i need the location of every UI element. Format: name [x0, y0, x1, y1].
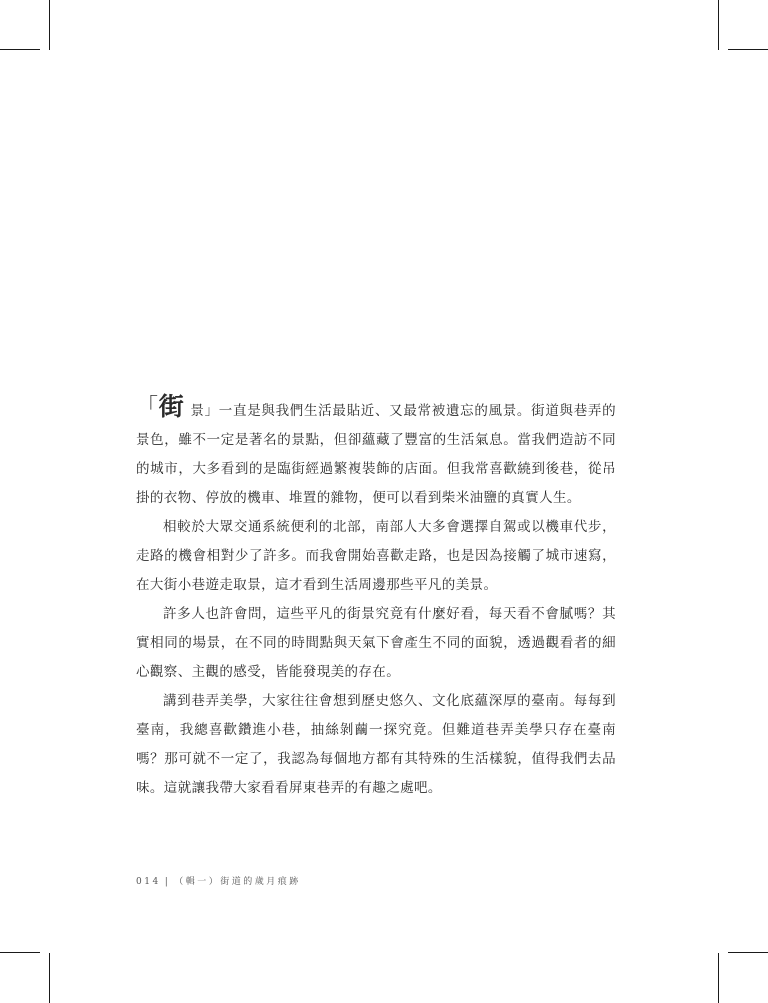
crop-mark-top-right-vertical — [718, 0, 719, 50]
crop-mark-top-left-horizontal — [0, 49, 40, 50]
crop-mark-top-left-vertical — [49, 0, 50, 50]
chapter-title: （輯一）街道的歲月痕跡 — [174, 877, 301, 887]
paragraph-2: 相較於大眾交通系統便利的北部，南部人大多會選擇自駕或以機車代步，走路的機會相對少了許多。而我會開始喜歡走路，也是因為接觸了城市速寫，在大街小巷遊走取景，這才看到生活周邊那些平凡的美景。 — [136, 519, 616, 593]
crop-mark-bottom-left-horizontal — [0, 952, 40, 953]
paragraph-4: 講到巷弄美學，大家往往會想到歷史悠久、文化底蘊深厚的臺南。每每到臺南，我總喜歡鑽進小巷，抽絲剝繭一探究竟。但難道巷弄美學只存在臺南嗎？那可就不一定了，我認為每個地方都有其特殊的生活樣貌，值得我們去品味。這就讓我帶大家看看屏東巷弄的有趣之處吧。 — [136, 693, 616, 796]
article-body — [136, 392, 616, 803]
crop-mark-bottom-right-vertical — [718, 953, 719, 1003]
paragraph-1-text: 景」一直是與我們生活最貼近、又最常被遺忘的風景。街道與巷弄的景色，雖不一定是著名的景點，但卻蘊藏了豐富的生活氣息。當我們造訪不同的城市，大多看到的是臨街經過繁複裝飾的店面。但我常喜歡繞到後巷，從吊掛的衣物、停放的機車、堆置的雜物，便可以看到柴米油鹽的真實人生。 — [136, 403, 616, 506]
dropcap-character: 街 — [158, 392, 185, 421]
crop-mark-bottom-right-horizontal — [728, 952, 768, 953]
crop-mark-top-right-horizontal — [728, 49, 768, 50]
paragraph-1 — [136, 392, 616, 513]
crop-mark-bottom-left-vertical — [49, 953, 50, 1003]
footer-separator: | — [164, 877, 171, 887]
page-number: 014 — [136, 877, 161, 887]
page-footer — [136, 874, 301, 887]
paragraph-3: 許多人也許會問，這些平凡的街景究竟有什麼好看，每天看不會膩嗎？其實相同的場景，在不同的時間點與天氣下會產生不同的面貌，透過觀看者的細心觀察、主觀的感受，皆能發現美的存在。 — [136, 606, 616, 680]
dropcap-open-bracket: 「 — [136, 395, 159, 420]
